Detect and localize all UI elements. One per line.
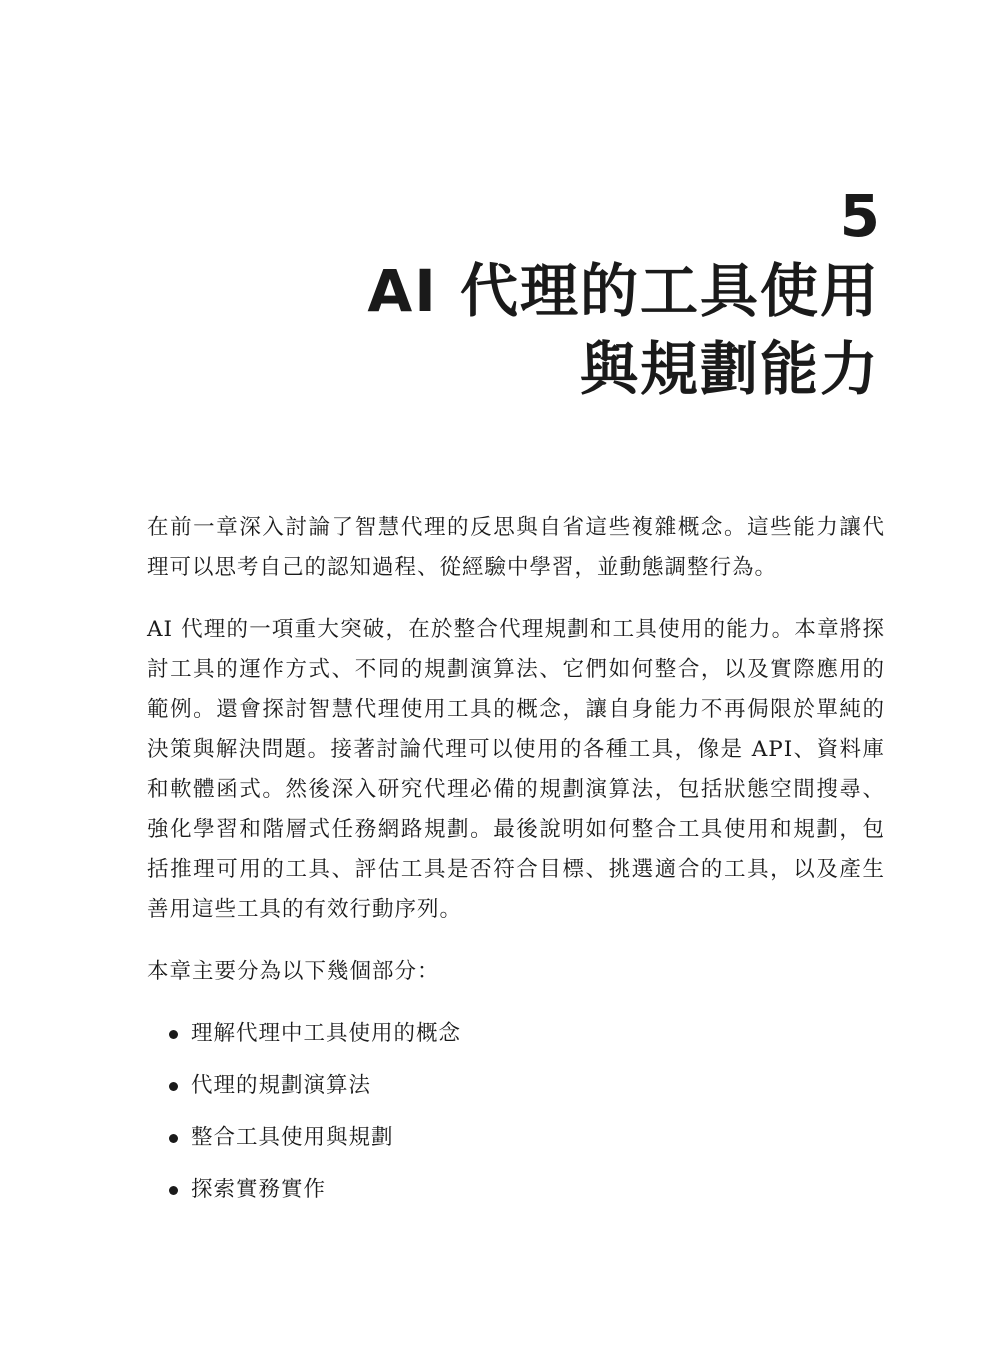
list-item	[147, 1170, 885, 1222]
bullet-icon	[169, 1134, 178, 1143]
intro-paragraph: 在前一章深入討論了智慧代理的反思與自省這些複雜概念。這些能力讓代理可以思考自己的認知過程、從經驗中學習，並動態調整行為。	[147, 515, 885, 580]
chapter-title-line-2: 與規劃能力	[579, 335, 880, 403]
list-item-text: 代理的規劃演算法	[191, 1073, 372, 1098]
chapter-number: 5	[839, 182, 880, 250]
list-item	[147, 1066, 885, 1118]
list-item	[147, 1014, 885, 1066]
overview-paragraph: AI 代理的一項重大突破，在於整合代理規劃和工具使用的能力。本章將探討工具的運作方式、不同的規劃演算法、它們如何整合，以及實際應用的範例。還會探討智慧代理使用工具的概念，讓自身能力不再侷限於單純的決策與解決問題。接著討論代理可以使用的各種工具，像是 API、資料庫和軟體函式。然後深入研究代理必備的規劃演算法，包括狀態空間搜尋、強化學習和階層式任務網路規劃。最後說明如何整合工具使用和規劃，包括推理可用的工具、評估工具是否符合目標、挑選適合的工具，以及產生善用這些工具的有效行動序列。	[147, 617, 885, 922]
chapter-title-line-1: AI 代理的工具使用	[367, 257, 880, 325]
list-item-text: 理解代理中工具使用的概念	[191, 1021, 462, 1046]
list-item-text: 整合工具使用與規劃	[191, 1125, 394, 1150]
bullet-icon	[169, 1186, 178, 1195]
bullet-icon	[169, 1082, 178, 1091]
chapter-body	[147, 508, 885, 1222]
sections-intro: 本章主要分為以下幾個部分：	[147, 959, 440, 984]
chapter-title	[120, 252, 880, 408]
list-item	[147, 1118, 885, 1170]
list-item-text: 探索實務實作	[191, 1177, 327, 1202]
bullet-icon	[169, 1030, 178, 1039]
section-list	[147, 1014, 885, 1222]
chapter-heading	[120, 180, 880, 408]
